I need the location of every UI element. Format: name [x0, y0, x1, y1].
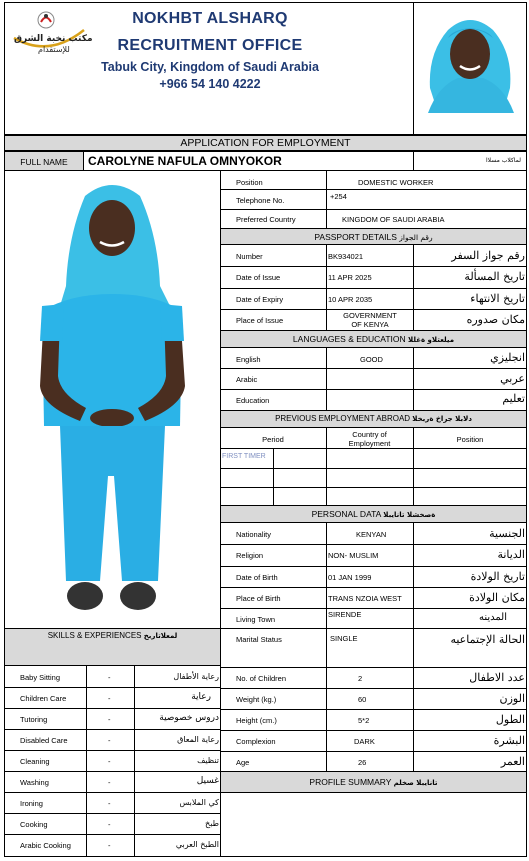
office-location: Tabuk City, Kingdom of Saudi Arabia [101, 60, 319, 74]
age-arabic: العمر [500, 755, 525, 768]
personal-row-4 [220, 608, 527, 609]
issue-place-arabic: مكان صدوره [466, 313, 525, 326]
employment-row-2 [220, 468, 527, 469]
languages-title-ar: ميلعتلاو ةغللا [408, 336, 455, 344]
employment-title-ar: دلابلا جراخ ةربخلا [412, 415, 472, 423]
passport-row-3 [220, 309, 527, 310]
skill-cleaning-label: Cleaning [20, 757, 50, 766]
personal-row-2 [220, 566, 527, 567]
skill-cleaning-value: - [108, 757, 111, 766]
skill-cooking-value: - [108, 820, 111, 829]
languages-row-1 [220, 368, 527, 369]
living-town-value: SIRENDE [328, 610, 362, 619]
dob-value: 01 JAN 1999 [328, 573, 372, 582]
dob-label: Date of Birth [236, 573, 278, 582]
position-line-1 [220, 189, 527, 190]
skills-row-8 [4, 834, 221, 835]
weight-arabic: الوزن [499, 692, 525, 705]
form-title: APPLICATION FOR EMPLOYMENT [180, 137, 351, 149]
expiry-date-label: Date of Expiry [236, 295, 284, 304]
marital-status-arabic: الحالة الإجتماعيه [450, 633, 525, 646]
personal-row-7 [220, 688, 527, 689]
personal-row-6 [220, 667, 527, 668]
religion-label: Religion [236, 551, 264, 560]
marital-status-label: Marital Status [236, 635, 282, 644]
skill-tutoring-value: - [108, 715, 111, 724]
position-value: DOMESTIC WORKER [358, 178, 434, 187]
skill-tutoring-label: Tutoring [20, 715, 48, 724]
expiry-date-value: 10 APR 2035 [328, 295, 373, 304]
issue-date-value: 11 APR 2025 [328, 273, 372, 282]
skill-ironing-arabic: كي الملابس [179, 798, 219, 807]
skill-baby-sitting-label: Baby Sitting [20, 673, 61, 682]
fullname-arabic-label: لماكلاب مسلاا [486, 157, 521, 164]
english-label: English [236, 355, 261, 364]
complexion-arabic: البشرة [493, 734, 525, 747]
english-arabic: انجليزي [490, 351, 525, 364]
skills-row-7 [4, 813, 221, 814]
pob-arabic: مكان الولادة [469, 591, 525, 604]
personal-title-en: PERSONAL DATA [311, 509, 381, 519]
skills-row-6 [4, 792, 221, 793]
personal-row-5 [220, 628, 527, 629]
personal-row-1 [220, 544, 527, 545]
skill-cooking-label: Cooking [20, 820, 48, 829]
height-arabic: الطول [495, 713, 525, 726]
employment-row-3 [220, 487, 527, 488]
preferred-country-label: Preferred Country [236, 215, 296, 224]
weight-label: Weight (kg.) [236, 695, 277, 704]
skills-col-2 [134, 665, 135, 857]
skill-cleaning-arabic: تنظيف [197, 756, 219, 765]
telephone-label: Telephone No. [236, 196, 285, 205]
height-label: Height (cm.) [236, 716, 277, 725]
skills-col-1 [86, 665, 87, 857]
education-label: Education [236, 396, 270, 405]
company-logo [8, 8, 93, 58]
skill-arabic-cooking-label: Arabic Cooking [20, 841, 71, 850]
children-arabic: عدد الاطفال [469, 671, 525, 684]
arabic-label: Arabic [236, 375, 258, 384]
languages-col-1 [326, 347, 327, 411]
skill-washing-arabic: غسيل [196, 776, 219, 786]
passport-number-label: Number [236, 252, 263, 261]
passport-title [220, 232, 527, 242]
header-portrait [418, 8, 523, 113]
skills-title-ar: لمعلاتاربخ [143, 632, 178, 640]
passport-title-ar: رقم الجواز [399, 233, 433, 242]
skill-ironing-value: - [108, 799, 111, 808]
profile-summary-title-ar: تانايبلا صخلم [393, 779, 438, 787]
living-town-arabic: المدينه [478, 612, 507, 623]
issue-place-label: Place of Issue [236, 316, 284, 325]
passport-number-value: BK934021 [328, 252, 364, 261]
languages-title [220, 334, 527, 344]
personal-row-3 [220, 587, 527, 588]
weight-value: 60 [358, 695, 367, 704]
skill-baby-sitting-arabic: رعاية الأطفال [173, 672, 219, 681]
fullname-value: CAROLYNE NAFULA OMNYOKOR [88, 154, 282, 168]
passport-row-2 [220, 288, 527, 289]
languages-col-2 [413, 347, 414, 411]
skills-row-5 [4, 771, 221, 772]
position-divider [326, 170, 327, 229]
company-name: NOKHBT ALSHARQ [132, 10, 288, 27]
expiry-date-arabic: تاريخ الانتهاء [470, 292, 525, 305]
skills-row-1 [4, 687, 221, 688]
skill-arabic-cooking-value: - [108, 841, 111, 850]
skill-tutoring-arabic: دروس خصوصية [159, 713, 219, 723]
fullname-label: FULL NAME [20, 157, 68, 167]
religion-value: NON- MUSLIM [328, 551, 379, 560]
complexion-label: Complexion [236, 737, 276, 746]
personal-row-8 [220, 709, 527, 710]
employment-first-timer: FIRST TIMER [222, 453, 266, 460]
skill-disabled-care-arabic: رعاية المعاق [177, 735, 219, 744]
marital-status-value: SINGLE [330, 634, 358, 643]
passport-row-1 [220, 266, 527, 267]
issue-date-label: Date of Issue [236, 273, 281, 282]
position-line-2 [220, 209, 527, 210]
personal-col-2 [413, 522, 414, 772]
profile-summary-title-en: PROFILE SUMMARY [309, 777, 392, 787]
skill-cooking-arabic: طبخ [205, 819, 219, 828]
employment-title-en: PREVIOUS EMPLOYMENT ABROAD [275, 414, 411, 423]
skill-children-care-arabic: رعاية [191, 692, 211, 702]
education-arabic: تعليم [502, 392, 525, 405]
age-label: Age [236, 758, 250, 767]
preferred-country-value: KINGDOM OF SAUDI ARABIA [342, 215, 445, 224]
height-value: 5*2 [358, 716, 370, 725]
living-town-label: Living Town [236, 615, 276, 624]
logo-subtext-arabic: للإستقدام [38, 45, 70, 54]
telephone-value: +254 [330, 192, 347, 201]
full-body-photo [30, 176, 195, 624]
personal-title-ar: ةصخشلا تانايبلا [383, 511, 436, 519]
employment-title [220, 414, 527, 423]
complexion-value: DARK [354, 737, 375, 746]
personal-row-9 [220, 730, 527, 731]
skills-row-2 [4, 708, 221, 709]
skill-children-care-label: Children Care [20, 694, 67, 703]
skill-baby-sitting-value: - [108, 673, 111, 682]
skill-children-care-value: - [108, 694, 111, 703]
children-label: No. of Children [236, 674, 287, 683]
religion-arabic: الديانة [497, 548, 525, 561]
personal-col-1 [326, 522, 327, 772]
languages-row-2 [220, 389, 527, 390]
languages-title-en: LANGUAGES & EDUCATION [292, 334, 406, 344]
arabic-arabic: عربي [500, 372, 525, 385]
position-label: Position [236, 178, 263, 187]
issue-date-arabic: تاريخ المسألة [464, 270, 525, 283]
employment-col-1 [273, 448, 274, 506]
skill-ironing-label: Ironing [20, 799, 43, 808]
profile-summary-title [220, 777, 527, 787]
nationality-value: KENYAN [356, 530, 387, 539]
profile-summary-box [220, 792, 527, 857]
pob-label: Place of Birth [236, 594, 281, 603]
skill-arabic-cooking-arabic: الطبخ العربي [175, 840, 219, 849]
passport-title-en: PASSPORT DETAILS [314, 232, 397, 242]
employment-col-position: Position [456, 435, 484, 444]
skills-title-en: SKILLS & EXPERIENCES [47, 631, 142, 640]
nationality-arabic: الجنسية [489, 527, 525, 540]
skills-row-4 [4, 750, 221, 751]
skill-washing-value: - [108, 778, 111, 787]
skills-title [4, 631, 221, 640]
skills-row-3 [4, 729, 221, 730]
dob-arabic: تاريخ الولادة [470, 570, 525, 583]
personal-row-10 [220, 751, 527, 752]
passport-number-arabic: رقم جواز السفر [451, 249, 525, 262]
children-value: 2 [358, 674, 363, 683]
nationality-label: Nationality [236, 530, 272, 539]
office-phone: +966 54 140 4222 [159, 77, 261, 91]
personal-title [220, 509, 527, 519]
skill-disabled-care-value: - [108, 736, 111, 745]
employment-col-country: Country of Employment [348, 430, 391, 448]
skill-washing-label: Washing [20, 778, 49, 787]
issue-place-value: GOVERNMENT OF KENYA [343, 311, 397, 329]
english-value: GOOD [360, 355, 383, 364]
age-value: 26 [358, 758, 367, 767]
office-name: RECRUITMENT OFFICE [117, 37, 303, 54]
employment-col-period: Period [262, 435, 284, 444]
pob-value: TRANS NZOIA WEST [328, 594, 402, 603]
employment-row-1 [220, 448, 527, 449]
skill-disabled-care-label: Disabled Care [20, 736, 68, 745]
logo-text-arabic: مكتب نخبة الشرق [14, 34, 93, 44]
